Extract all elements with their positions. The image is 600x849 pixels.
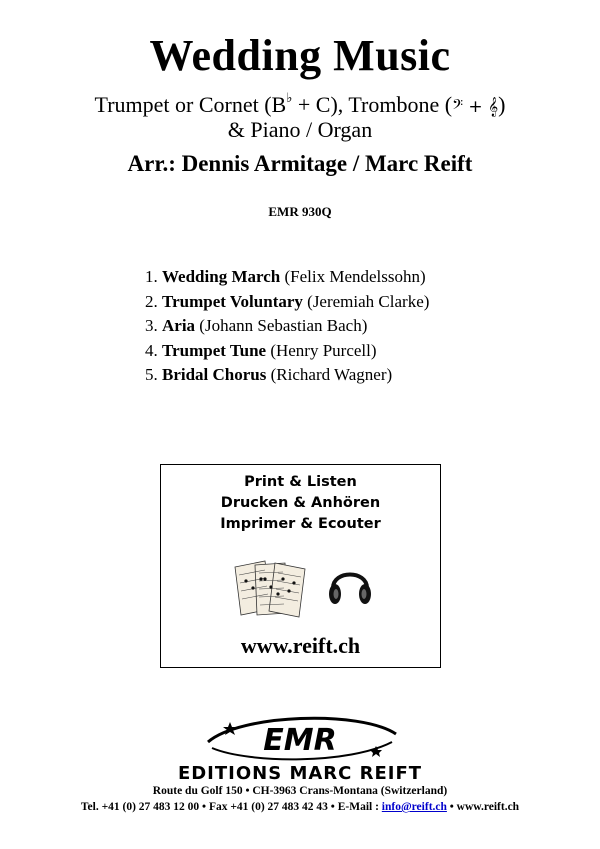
page-title: Wedding Music [149,31,451,80]
clef-symbols: 𝄢 + 𝄞 [452,97,499,117]
contact-suffix: • www.reift.ch [446,801,520,813]
promo-line-french: Imprimer & Ecouter [220,516,381,532]
publisher-address: Route du Golf 150 • CH-3963 Crans-Montana (Switzerland) [152,785,448,797]
piece-composer: (Johann Sebastian Bach) [199,316,368,335]
arranger-credit: Arr.: Dennis Armitage / Marc Reift [127,151,473,176]
list-item [145,363,429,388]
piece-number: 2. [145,291,158,311]
list-item [145,265,429,290]
promo-line-english: Print & Listen [244,474,357,490]
piece-title: Trumpet Voluntary [162,291,303,311]
emr-logo [200,712,400,762]
list-item [145,314,429,339]
piece-number: 3. [145,316,158,335]
website-label: www.reift.ch [240,633,361,658]
instrumentation-text-b: + C), Trombone ( [292,92,453,117]
piece-composer: (Richard Wagner) [270,365,393,384]
flat-symbol: ♭ [286,90,293,105]
email-link[interactable]: info@reift.ch [381,801,447,813]
instrumentation-line-2: & Piano / Organ [227,117,373,142]
promo-line-german: Drucken & Anhören [220,495,381,511]
publisher-contact [0,801,600,813]
piece-composer: (Jeremiah Clarke) [307,291,430,311]
print-listen-box [160,464,441,668]
contact-prefix: Tel. +41 (0) 27 483 12 00 • Fax +41 (0) 27 483 42 43 • E-Mail : [80,801,382,813]
piece-title: Aria [162,316,196,335]
piece-list [145,265,429,388]
instrumentation-text-a: Trumpet or Cornet (B [94,92,287,117]
piece-composer: (Henry Purcell) [270,340,377,360]
logo-text: EMR [263,723,337,758]
catalog-number: EMR 930Q [268,204,332,219]
piece-number: 1. [145,267,158,286]
piece-composer: (Felix Mendelssohn) [284,267,426,286]
headphones-icon [327,560,373,610]
instrumentation-text-c: ) [498,92,506,117]
instrumentation-line-1 [0,92,600,118]
piece-title: Trumpet Tune [162,340,267,360]
publisher-name: EDITIONS MARC REIFT [177,763,423,784]
piece-title: Wedding March [162,267,281,286]
sheet-music-icon [231,557,311,619]
piece-number: 4. [145,340,158,360]
list-item [145,290,429,315]
list-item [145,339,429,364]
piece-title: Bridal Chorus [162,365,267,384]
piece-number: 5. [145,365,158,384]
